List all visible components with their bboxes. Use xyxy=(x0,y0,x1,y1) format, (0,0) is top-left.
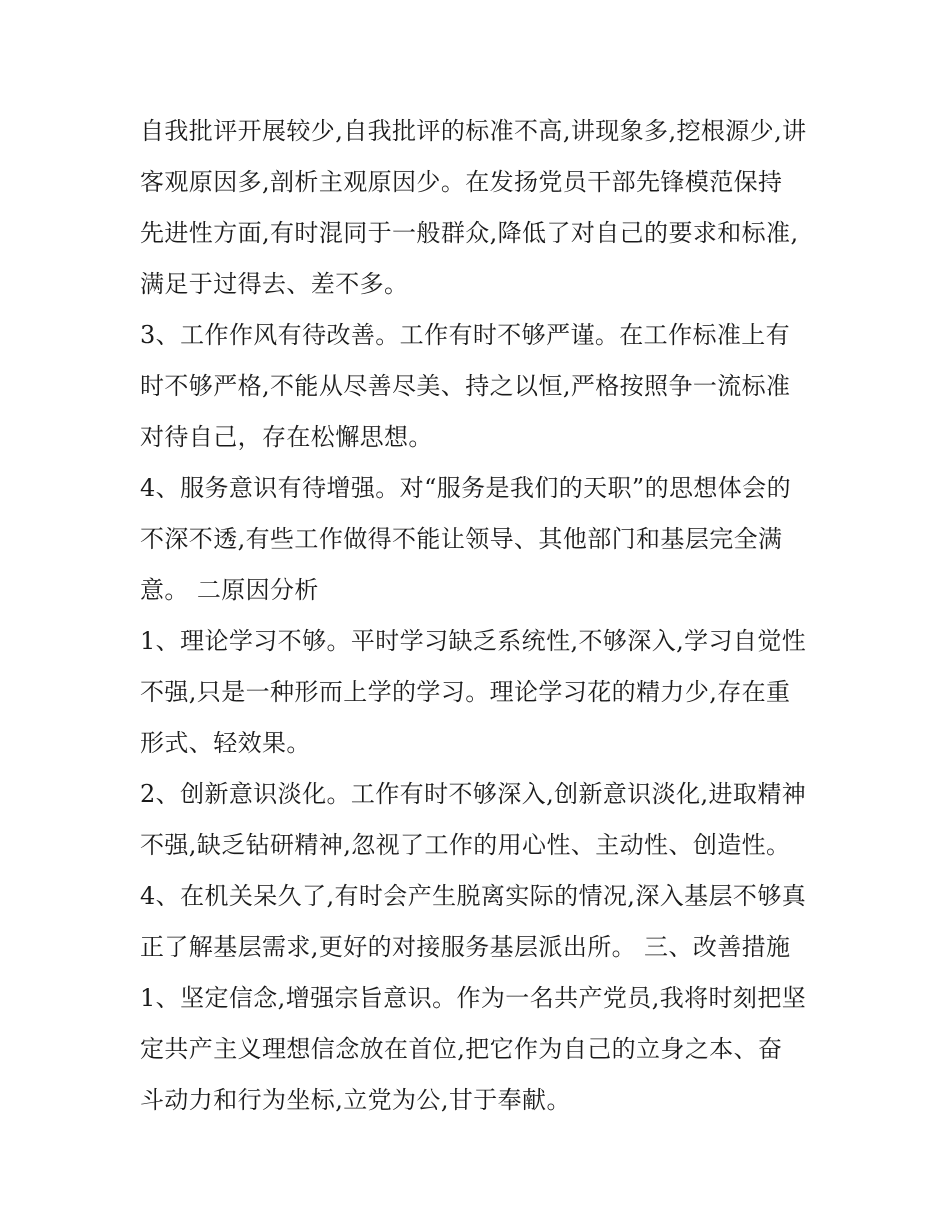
text-line: 1、坚定信念,增强宗旨意识。作为一名共产党员,我将时刻把坚 xyxy=(140,984,807,1012)
text-line: 客观原因多,剖析主观原因少。在发扬党员干部先锋模范保持 xyxy=(140,168,783,196)
text-line: 意。 二原因分析 xyxy=(140,576,319,604)
text-line: 形式、轻效果。 xyxy=(140,729,311,757)
text-line: 正了解基层需求,更好的对接服务基层派出所。 三、改善措施 xyxy=(140,933,791,961)
text-line: 1、理论学习不够。平时学习缺乏系统性,不够深入,学习自觉性 xyxy=(140,627,807,655)
text-line: 4、在机关呆久了,有时会产生脱离实际的情况,深入基层不够真 xyxy=(140,882,807,910)
text-line: 对待自己，存在松懈思想。 xyxy=(140,423,433,451)
text-line: 自我批评开展较少,自我批评的标准不高,讲现象多,挖根源少,讲 xyxy=(140,117,807,145)
text-line: 满足于过得去、差不多。 xyxy=(140,270,409,298)
text-line: 不强,缺乏钻研精神,忽视了工作的用心性、主动性、创造性。 xyxy=(140,831,791,859)
document-body xyxy=(140,106,820,1126)
text-line: 先进性方面,有时混同于一般群众,降低了对自己的要求和标准, xyxy=(140,219,799,247)
text-line: 4、服务意识有待增强。对“服务是我们的天职”的思想体会的 xyxy=(140,474,792,502)
text-line: 定共产主义理想信念放在首位,把它作为自己的立身之本、奋 xyxy=(140,1035,783,1063)
text-line: 3、工作作风有待改善。工作有时不够严谨。在工作标准上有 xyxy=(140,321,791,349)
text-line: 时不够严格,不能从尽善尽美、持之以恒,严格按照争一流标准 xyxy=(140,372,791,400)
text-line: 2、创新意识淡化。工作有时不够深入,创新意识淡化,进取精神 xyxy=(140,780,807,808)
text-line: 不深不透,有些工作做得不能让领导、其他部门和基层完全满 xyxy=(140,525,783,553)
text-line: 斗动力和行为坐标,立党为公,甘于奉献。 xyxy=(140,1086,571,1114)
text-line: 不强,只是一种形而上学的学习。理论学习花的精力少,存在重 xyxy=(140,678,791,706)
